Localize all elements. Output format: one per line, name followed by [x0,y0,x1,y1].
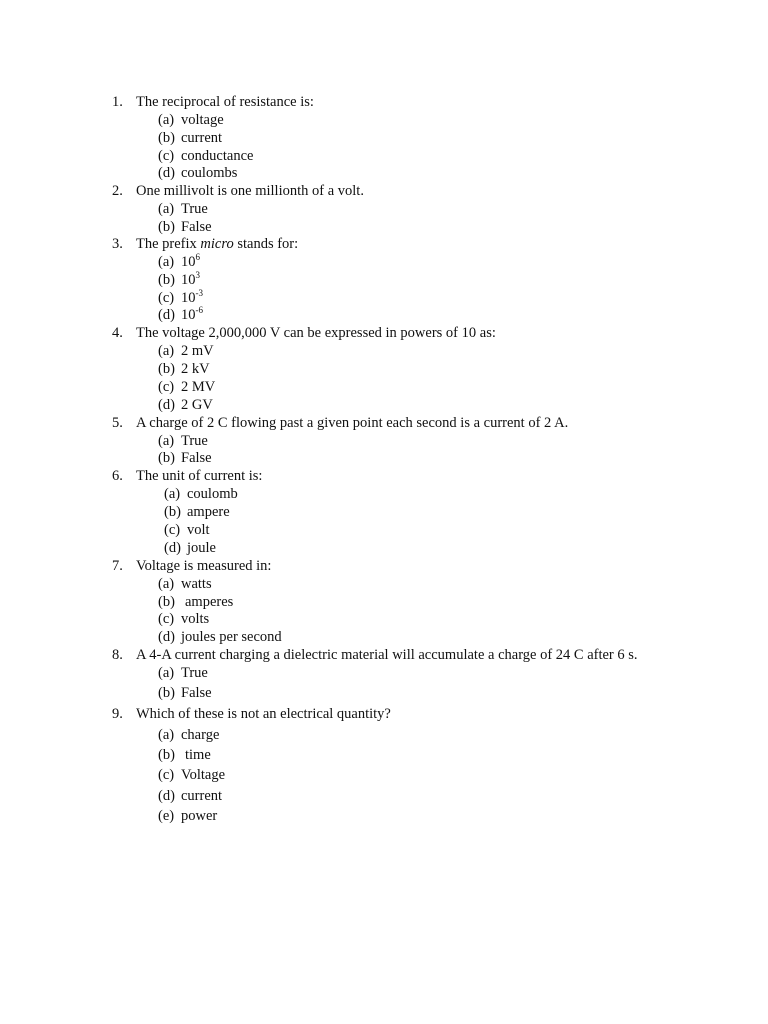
option-d [158,397,213,414]
option-text: coulombs [181,165,238,181]
option-label: (b) [158,219,175,235]
option-b [158,685,212,702]
option-c [158,148,253,165]
option-text: coulomb [187,486,238,502]
question-text: The reciprocal of resistance is: [136,94,314,110]
option-a [158,727,219,744]
option-label: (d) [158,788,175,804]
option-label: (a) [158,201,175,217]
option-b [158,747,211,764]
option-text: current [181,788,223,804]
question-number: 6. [112,468,123,484]
option-label: (c) [158,767,175,783]
option-label: (a) [158,254,175,270]
option-c [158,379,215,396]
power-exponent: 3 [195,270,200,280]
option-text: True [181,665,208,681]
option-a [158,433,208,450]
option-label: (b) [158,130,175,146]
question-number: 1. [112,94,123,110]
option-label: (c) [158,379,175,395]
option-a [158,665,208,682]
question-text-emphasis: micro [200,236,234,252]
option-label: (d) [164,540,181,556]
power-exponent: -3 [195,288,203,298]
option-label: (b) [158,450,175,466]
question-number: 8. [112,647,123,663]
option-label: (a) [158,112,175,128]
option-label: (b) [158,594,175,610]
option-text: conductance [181,148,254,164]
question-number: 9. [112,706,123,722]
option-b [158,450,212,467]
option-text: ampere [187,504,230,520]
option-text: False [181,685,212,701]
option-label: (e) [158,808,175,824]
option-d [158,165,237,182]
option-d [164,540,216,557]
option-label: (c) [164,522,181,538]
option-e [158,808,217,825]
question-number: 3. [112,236,123,252]
question-number: 4. [112,325,123,341]
question-number: 7. [112,558,123,574]
option-label: (b) [158,361,175,377]
option-a [158,201,208,218]
option-text: 2 MV [181,379,216,395]
option-text: Voltage [181,767,226,783]
option-a [158,254,200,271]
option-c [164,522,210,539]
option-text: False [181,450,212,466]
question-text-end: stands for: [233,236,299,252]
option-b [158,130,222,147]
option-label: (c) [158,611,175,627]
option-label: (a) [158,665,175,681]
option-label: (a) [158,433,175,449]
option-label: (d) [158,397,175,413]
question-text: The unit of current is: [136,468,263,484]
option-a [158,112,224,129]
option-label: (d) [158,165,175,181]
option-label: (b) [158,272,175,288]
option-text: time [185,747,211,763]
option-c [158,611,209,628]
option-b [158,219,212,236]
power-base: 10 [181,307,196,323]
option-text: power [181,808,218,824]
option-label: (a) [158,343,175,359]
option-d [158,629,282,646]
option-text: True [181,201,208,217]
question-number: 5. [112,415,123,431]
option-a [164,486,238,503]
option-c [158,767,225,784]
option-d [158,788,222,805]
question-number: 2. [112,183,123,199]
option-text: current [181,130,223,146]
question-text: Voltage is measured in: [136,558,272,574]
power-base: 10 [181,254,196,270]
option-label: (b) [158,747,175,763]
option-label: (c) [158,290,175,306]
option-a [158,343,214,360]
question-text: One millivolt is one millionth of a volt. [136,183,364,199]
option-label: (d) [158,307,175,323]
option-text: amperes [185,594,234,610]
power-base: 10 [181,290,196,306]
option-text: joules per second [181,629,282,645]
option-text: charge [181,727,220,743]
question-text: A charge of 2 C flowing past a given point each second is a current of 2 A. [136,415,569,431]
option-label: (c) [158,148,175,164]
question-text-start: The prefix [136,236,201,252]
option-text: joule [187,540,216,556]
option-label: (d) [158,629,175,645]
power-exponent: 6 [195,252,200,262]
option-label: (b) [158,685,175,701]
option-text: True [181,433,208,449]
option-b [158,361,210,378]
option-text: 2 kV [181,361,210,377]
power-exponent: -6 [195,305,203,315]
option-a [158,576,212,593]
option-text: watts [181,576,212,592]
option-label: (a) [164,486,181,502]
option-text: volt [187,522,210,538]
option-label: (a) [158,727,175,743]
option-label: (b) [164,504,181,520]
question-text: A 4-A current charging a dielectric material will accumulate a charge of 24 C after 6 s. [136,647,638,663]
option-b [164,504,230,521]
option-b [158,272,200,289]
option-d [158,307,203,324]
option-text: 2 mV [181,343,214,359]
option-text: 2 GV [181,397,213,413]
option-text: voltage [181,112,224,128]
option-text: volts [181,611,210,627]
question-text: The voltage 2,000,000 V can be expressed in powers of 10 as: [136,325,496,341]
power-base: 10 [181,272,196,288]
option-b [158,594,233,611]
question-text [136,236,298,253]
option-label: (a) [158,576,175,592]
question-text: Which of these is not an electrical quantity? [136,706,391,722]
option-text: False [181,219,212,235]
